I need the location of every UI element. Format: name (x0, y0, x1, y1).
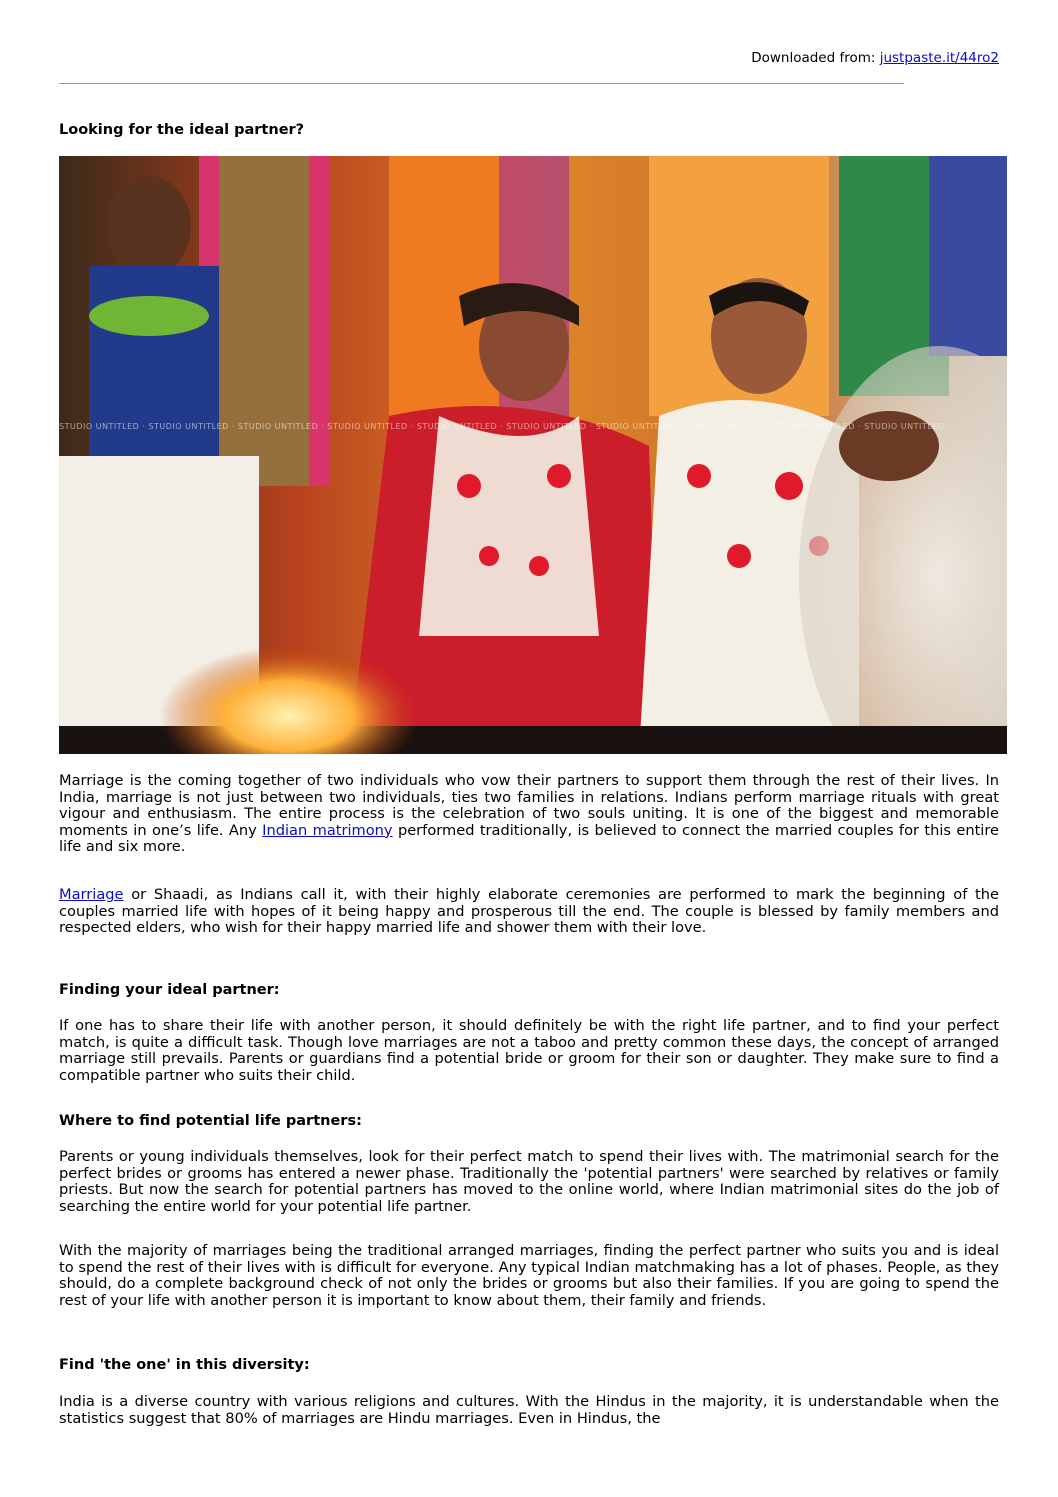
header-divider (59, 83, 904, 84)
wedding-photo (59, 156, 1007, 754)
paragraph-where: Parents or young individuals themselves, look for their perfect match to spend their lives with. The matrimonial search for the perfect brides or grooms has entered a newer phase. Traditionally the 'potential partners' were searched by relatives or family priests. But now the search for potential partners has moved to the online world, where Indian matrimonial sites do the job of searching the entire world for your potential life partner. (59, 1148, 999, 1215)
photo-watermark: STUDIO UNTITLED · STUDIO UNTITLED · STUDIO UNTITLED · STUDIO UNTITLED · STUDIO UNTITLED · STUDIO UNTITLED · STUDIO UNTITLED · STUDIO UNTITLED · STUDIO UNTITLED · STUDIO UNTITLED (59, 422, 945, 431)
wedding-photo-illustration (59, 156, 1007, 754)
source-prefix: Downloaded from: (751, 50, 880, 66)
p1-text-end: performed traditionally, is believed to connect the married couples for this entire life and six more. (59, 821, 1000, 856)
page-title: Looking for the ideal partner? (59, 122, 305, 138)
heading-finding-partner: Finding your ideal partner: (59, 982, 280, 998)
link-marriage[interactable]: Marriage (59, 886, 124, 903)
source-link[interactable]: justpaste.it/44ro2 (879, 50, 999, 66)
heading-where-to-find: Where to find potential life partners: (59, 1113, 362, 1129)
p2-text: or Shaadi, as Indians call it, with their highly elaborate ceremonies are performed to mark the beginning of the couples married life with hopes of it being happy and prosperous till the end. The couple is blessed by family members and respected elders, who wish for their happy married life and shower them with their love. (59, 886, 999, 937)
heading-diversity: Find 'the one' in this diversity: (59, 1357, 310, 1373)
p1-text-start: Marriage is the coming together of two individuals who vow their partners to support them through the rest of their lives. In India, marriage is not just between two individuals, ties two families in relations. Indians perform marriage rituals with great vigour and enthusiasm. The entire process is the celebration of two souls uniting. It is one of the biggest and memorable moments in one’s life. Any (59, 772, 999, 839)
link-indian-matrimony[interactable]: Indian matrimony (262, 821, 393, 839)
download-source (751, 50, 999, 66)
paragraph-finding: If one has to share their life with another person, it should definitely be with the right life partner, and to find your perfect match, is quite a difficult task. Though love marriages are not a taboo and pretty common these days, the concept of arranged marriage still prevails. Parents or guardians find a potential bride or groom for their son or daughter. They make sure to find a compatible partner who suits their child. (59, 1017, 999, 1084)
paragraph-intro (59, 773, 999, 856)
paragraph-shaadi (59, 887, 999, 937)
paragraph-diversity: India is a diverse country with various religions and cultures. With the Hindus in the majority, it is understandable when the statistics suggest that 80% of marriages are Hindu marriages. Even in Hindus, the (59, 1393, 999, 1427)
paragraph-matchmaking: With the majority of marriages being the traditional arranged marriages, finding the perfect partner who suits you and is ideal to spend the rest of their lives with is difficult for everyone. Any typical Indian matchmaking has a lot of phases. People, as they should, do a complete background check of not only the brides or grooms but also their families. If you are going to spend the rest of your life with another person it is important to know about them, their family and friends. (59, 1242, 999, 1309)
